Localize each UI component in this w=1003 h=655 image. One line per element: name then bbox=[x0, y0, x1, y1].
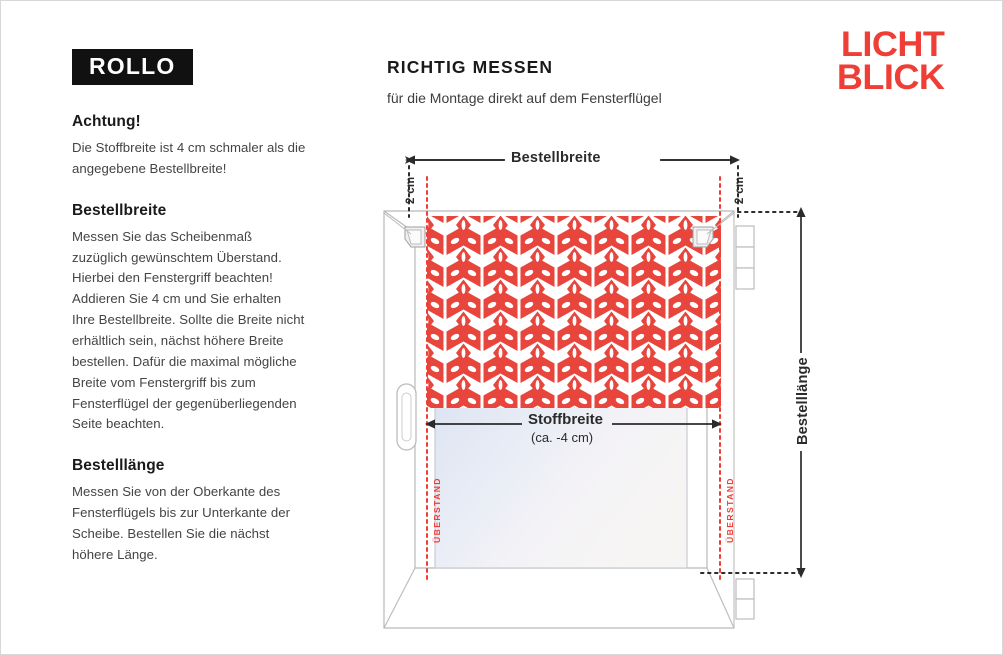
body-bestellbreite: Messen Sie das Scheibenmaß zuzüglich gewünschtem Überstand. Hierbei den Fenstergriff beachten! Addieren Sie 4 cm und Sie erhalten Ihre Bestellbreite. Sollte die Breite nicht erhältlich sein, nächst höhere Breite bestellen. Dafür die maximal mögliche Breite vom Fenstergriff bis zum Fensterflügel der gegenüberliegenden Seite beachten. bbox=[72, 228, 305, 432]
hinge-top bbox=[736, 226, 754, 289]
label-margin-left: 2 cm bbox=[405, 176, 417, 204]
logo-line-2: BLICK bbox=[836, 57, 944, 97]
heading-bestelllaenge: Bestelllänge bbox=[72, 457, 165, 475]
label-ueberstand-right: ÜBERSTAND bbox=[725, 477, 735, 543]
product-badge: ROLLO bbox=[72, 49, 193, 85]
heading-achtung: Achtung! bbox=[72, 113, 141, 130]
page-subtitle: für die Montage direkt auf dem Fensterflügel bbox=[387, 90, 662, 106]
heading-bestellbreite: Bestellbreite bbox=[72, 201, 167, 219]
label-stoffbreite: Stoffbreite bbox=[528, 411, 603, 428]
label-ueberstand-left: ÜBERSTAND bbox=[432, 477, 442, 543]
measurement-diagram bbox=[1, 1, 1003, 655]
label-stoffbreite-note: (ca. -4 cm) bbox=[531, 430, 594, 445]
hinge-bottom bbox=[736, 579, 754, 619]
blind-fabric bbox=[427, 216, 721, 408]
window-handle bbox=[397, 384, 416, 450]
body-achtung: Die Stoffbreite ist 4 cm schmaler als die angegebene Bestellbreite! bbox=[72, 140, 306, 176]
label-bestellbreite: Bestellbreite bbox=[511, 150, 601, 166]
page-title: RICHTIG MESSEN bbox=[387, 57, 554, 77]
label-bestelllaenge: Bestelllänge bbox=[795, 357, 811, 445]
body-bestelllaenge: Messen Sie von der Oberkante des Fensterflügels bis zur Unterkante der Scheibe. Bestellen Sie die nächst höhere Länge. bbox=[72, 484, 291, 562]
logo-line-1: LICHT bbox=[840, 25, 944, 64]
label-margin-right: 2 cm bbox=[734, 176, 746, 204]
